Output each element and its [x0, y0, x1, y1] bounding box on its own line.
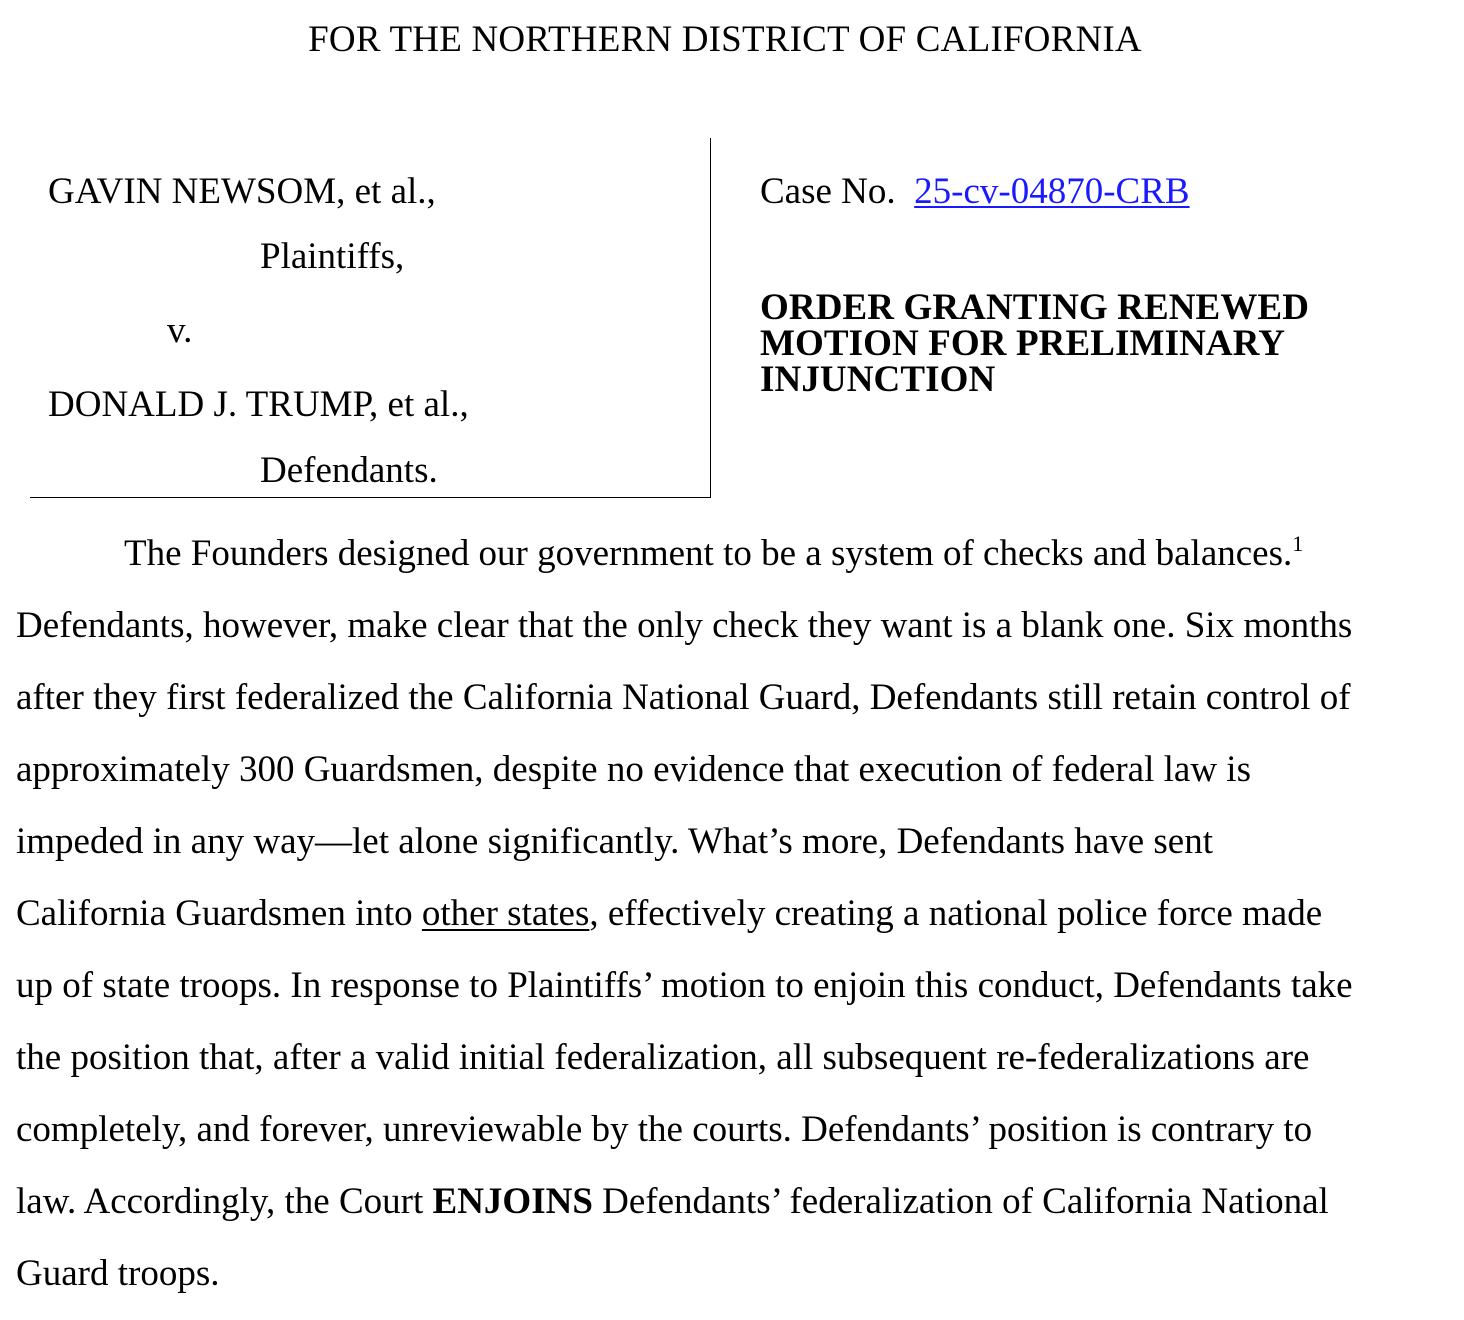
body-text: California Guardsmen into — [16, 893, 422, 934]
case-number-line — [760, 170, 1190, 214]
case-number-link[interactable]: 25-cv-04870-CRB — [914, 171, 1190, 212]
body-line — [16, 518, 1456, 590]
order-body-paragraph — [16, 518, 1456, 1310]
body-line: Defendants, however, make clear that the only check they want is a blank one. Six months — [16, 605, 1353, 646]
body-text: law. Accordingly, the Court — [16, 1181, 433, 1222]
body-line: the position that, after a valid initial federalization, all subsequent re-federalizations are — [16, 1037, 1310, 1078]
body-line: after they first federalized the California National Guard, Defendants still retain control of — [16, 677, 1351, 718]
body-line — [16, 1166, 1456, 1238]
plaintiff-name: GAVIN NEWSOM, et al., — [48, 171, 436, 212]
underlined-emphasis: other states — [421, 893, 590, 934]
body-line: Guard troops. — [16, 1253, 220, 1294]
bold-emphasis: ENJOINS — [432, 1181, 593, 1222]
defendants-label: Defendants. — [260, 450, 438, 491]
order-title-line: ORDER GRANTING RENEWED — [760, 287, 1310, 328]
body-text: , effectively creating a national police force made — [589, 893, 1323, 934]
order-title-line: MOTION FOR PRELIMINARY — [760, 323, 1286, 364]
body-line: approximately 300 Guardsmen, despite no evidence that execution of federal law is — [16, 749, 1251, 790]
body-text: The Founders designed our government to be a system of checks and balances. — [124, 533, 1293, 574]
versus-label: v. — [167, 310, 193, 351]
body-line — [16, 878, 1456, 950]
order-title — [760, 287, 1400, 400]
case-number-label: Case No. — [760, 171, 896, 212]
plaintiffs-label: Plaintiffs, — [260, 236, 405, 277]
order-title-line: INJUNCTION — [760, 359, 996, 400]
body-line: impeded in any way—let alone significantly. What’s more, Defendants have sent — [16, 821, 1214, 862]
body-line: completely, and forever, unreviewable by the courts. Defendants’ position is contrary to — [16, 1109, 1313, 1150]
case-caption-box — [30, 138, 711, 498]
body-text: Defendants’ federalization of California National — [592, 1181, 1329, 1222]
defendant-name: DONALD J. TRUMP, et al., — [48, 384, 469, 425]
footnote-marker[interactable]: 1 — [1292, 531, 1304, 556]
court-name-heading: FOR THE NORTHERN DISTRICT OF CALIFORNIA — [308, 19, 1142, 60]
body-line: up of state troops. In response to Plaintiffs’ motion to enjoin this conduct, Defendants take — [16, 965, 1353, 1006]
